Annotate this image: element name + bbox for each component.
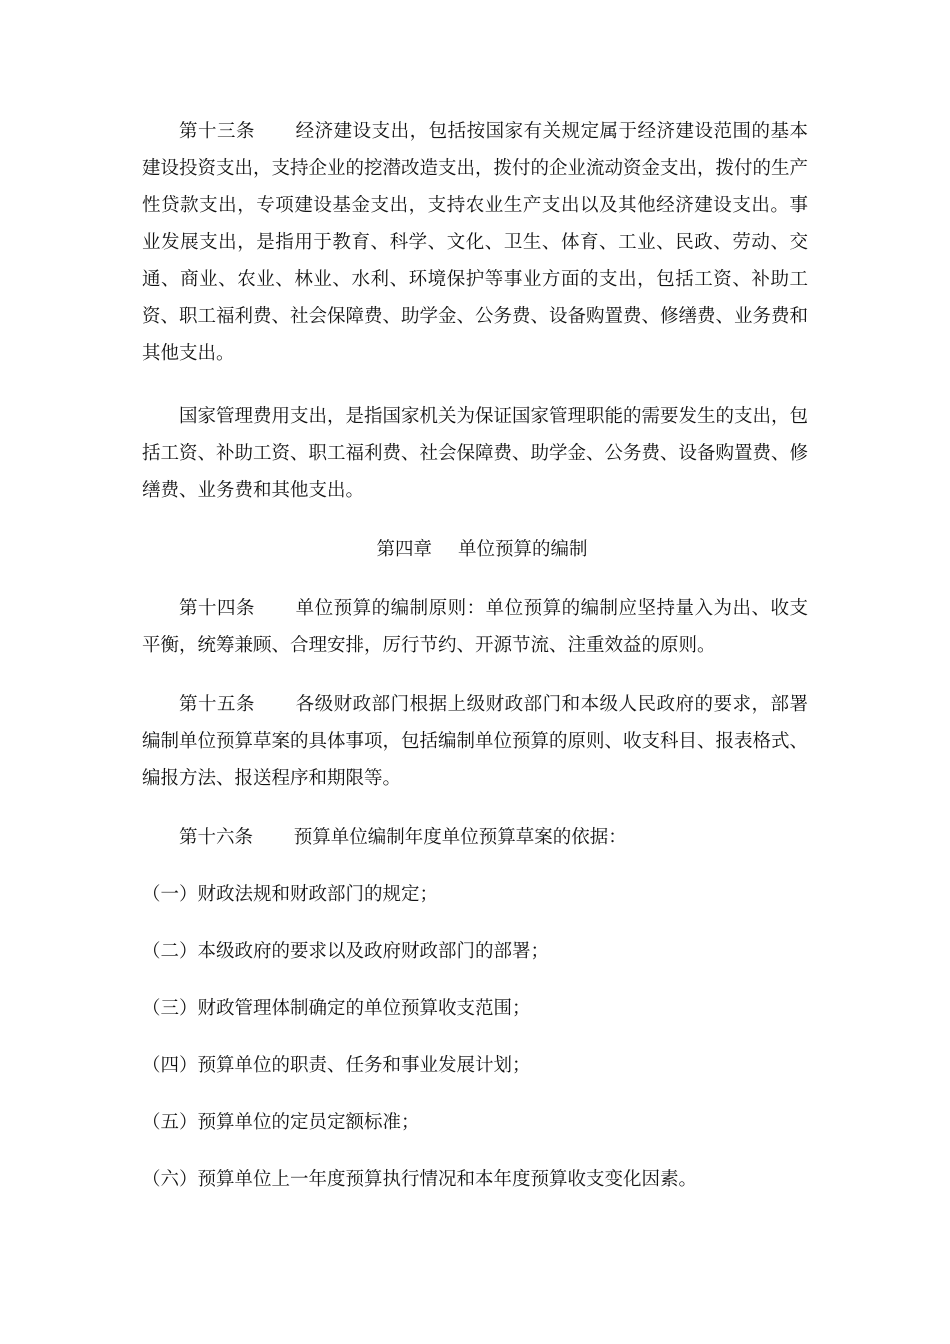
- list-item: （三）财政管理体制确定的单位预算收支范围；: [142, 998, 531, 1019]
- chapter-title: 单位预算的编制: [457, 539, 588, 560]
- article-14-label: 第十四条: [179, 598, 255, 619]
- list-item: （四）预算单位的职责、任务和事业发展计划；: [142, 1055, 531, 1076]
- list-item: （六）预算单位上一年度预算执行情况和本年度预算收支变化因素。: [142, 1169, 698, 1190]
- article-15-text: 各级财政部门根据上级财政部门和本级人民政府的要求，部署编制单位预算草案的具体事项，包括编制单位预算的原则、收支科目、报表格式、编报方法、报送程序和期限等。: [142, 694, 809, 789]
- article-13-label: 第十三条: [179, 121, 255, 142]
- admin-expenditure-paragraph: 国家管理费用支出，是指国家机关为保证国家管理职能的需要发生的支出，包括工资、补助工资、职工福利费、社会保障费、助学金、公务费、设备购置费、修缮费、业务费和其他支出。: [142, 406, 809, 501]
- article-15: [142, 686, 808, 797]
- article-15-label: 第十五条: [179, 694, 255, 715]
- list-item: （二）本级政府的要求以及政府财政部门的部署；: [142, 941, 550, 962]
- article-13-text: 经济建设支出，包括按国家有关规定属于经济建设范围的基本建设投资支出，支持企业的挖潜改造支出，拨付的企业流动资金支出，拨付的生产性贷款支出，专项建设基金支出，支持农业生产支出以及其他经济建设支出。: [142, 121, 809, 216]
- article-16: [142, 819, 808, 856]
- article-13: [142, 113, 808, 372]
- chapter-number: 第四章: [376, 539, 433, 560]
- list-item: （一）财政法规和财政部门的规定；: [142, 884, 439, 905]
- article-16-label: 第十六条: [179, 827, 254, 848]
- chapter-4-heading: [142, 531, 808, 568]
- article-14: [142, 590, 808, 664]
- article-16-text: 预算单位编制年度单位预算草案的依据：: [293, 827, 627, 848]
- article-14-text: 单位预算的编制原则：单位预算的编制应坚持量入为出、收支平衡，统筹兼顾、合理安排，厉行节约、开源节流、注重效益的原则。: [142, 598, 808, 656]
- article-13-continuation: 事业发展支出，是指用于教育、科学、文化、卫生、体育、工业、民政、劳动、交通、商业、农业、林业、水利、环境保护等事业方面的支出，包括工资、补助工资、职工福利费、社会保障费、助学金、公务费、设备购置费、修缮费、业务费和其他支出。: [142, 195, 809, 364]
- list-item: （五）预算单位的定员定额标准；: [142, 1112, 420, 1133]
